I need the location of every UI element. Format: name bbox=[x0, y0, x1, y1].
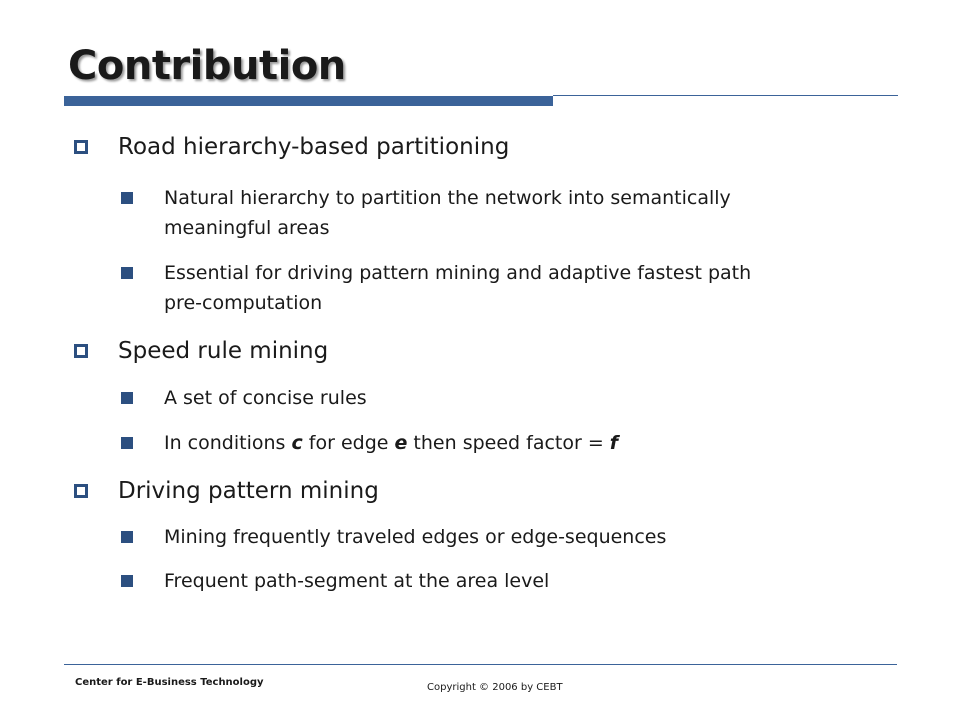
bullet-text bbox=[164, 522, 844, 552]
bullet-line: Natural hierarchy to partition the network into semantically bbox=[164, 187, 731, 209]
bullet-text bbox=[164, 428, 844, 458]
variable-e: e bbox=[394, 432, 408, 454]
footer-divider bbox=[64, 664, 897, 665]
filled-square-bullet-icon bbox=[121, 192, 133, 204]
bullet-line: meaningful areas bbox=[164, 217, 330, 239]
footer-organization: Center for E-Business Technology bbox=[75, 677, 264, 688]
text-run: for edge bbox=[302, 432, 395, 454]
variable-c: c bbox=[291, 432, 303, 454]
bullet-line: Essential for driving pattern mining and adaptive fastest path bbox=[164, 262, 752, 284]
section-speed-rule bbox=[74, 338, 329, 364]
filled-square-bullet-icon bbox=[121, 531, 133, 543]
bullet-text bbox=[164, 183, 844, 243]
hollow-square-bullet-icon bbox=[74, 140, 88, 154]
bullet-line: pre-computation bbox=[164, 292, 323, 314]
variable-f: f bbox=[609, 432, 619, 454]
bullet-text bbox=[164, 383, 844, 413]
section-heading: Speed rule mining bbox=[118, 338, 329, 364]
section-heading: Road hierarchy-based partitioning bbox=[118, 134, 510, 160]
filled-square-bullet-icon bbox=[121, 392, 133, 404]
title-underline-bar bbox=[64, 96, 553, 106]
bullet-text bbox=[164, 566, 844, 596]
text-run: In conditions bbox=[164, 432, 292, 454]
footer-copyright: Copyright © 2006 by CEBT bbox=[427, 682, 563, 693]
bullet-text bbox=[164, 258, 844, 318]
section-heading: Driving pattern mining bbox=[118, 478, 379, 504]
bullet-line: Mining frequently traveled edges or edge-sequences bbox=[164, 526, 667, 548]
text-run: then speed factor = bbox=[407, 432, 610, 454]
hollow-square-bullet-icon bbox=[74, 484, 88, 498]
section-driving-pattern bbox=[74, 478, 379, 504]
filled-square-bullet-icon bbox=[121, 267, 133, 279]
bullet-line: A set of concise rules bbox=[164, 387, 367, 409]
filled-square-bullet-icon bbox=[121, 437, 133, 449]
section-road-hierarchy bbox=[74, 134, 510, 160]
slide-title: Contribution bbox=[68, 43, 346, 89]
bullet-line: Frequent path-segment at the area level bbox=[164, 570, 550, 592]
filled-square-bullet-icon bbox=[121, 575, 133, 587]
hollow-square-bullet-icon bbox=[74, 344, 88, 358]
title-underline-rule bbox=[553, 95, 898, 96]
